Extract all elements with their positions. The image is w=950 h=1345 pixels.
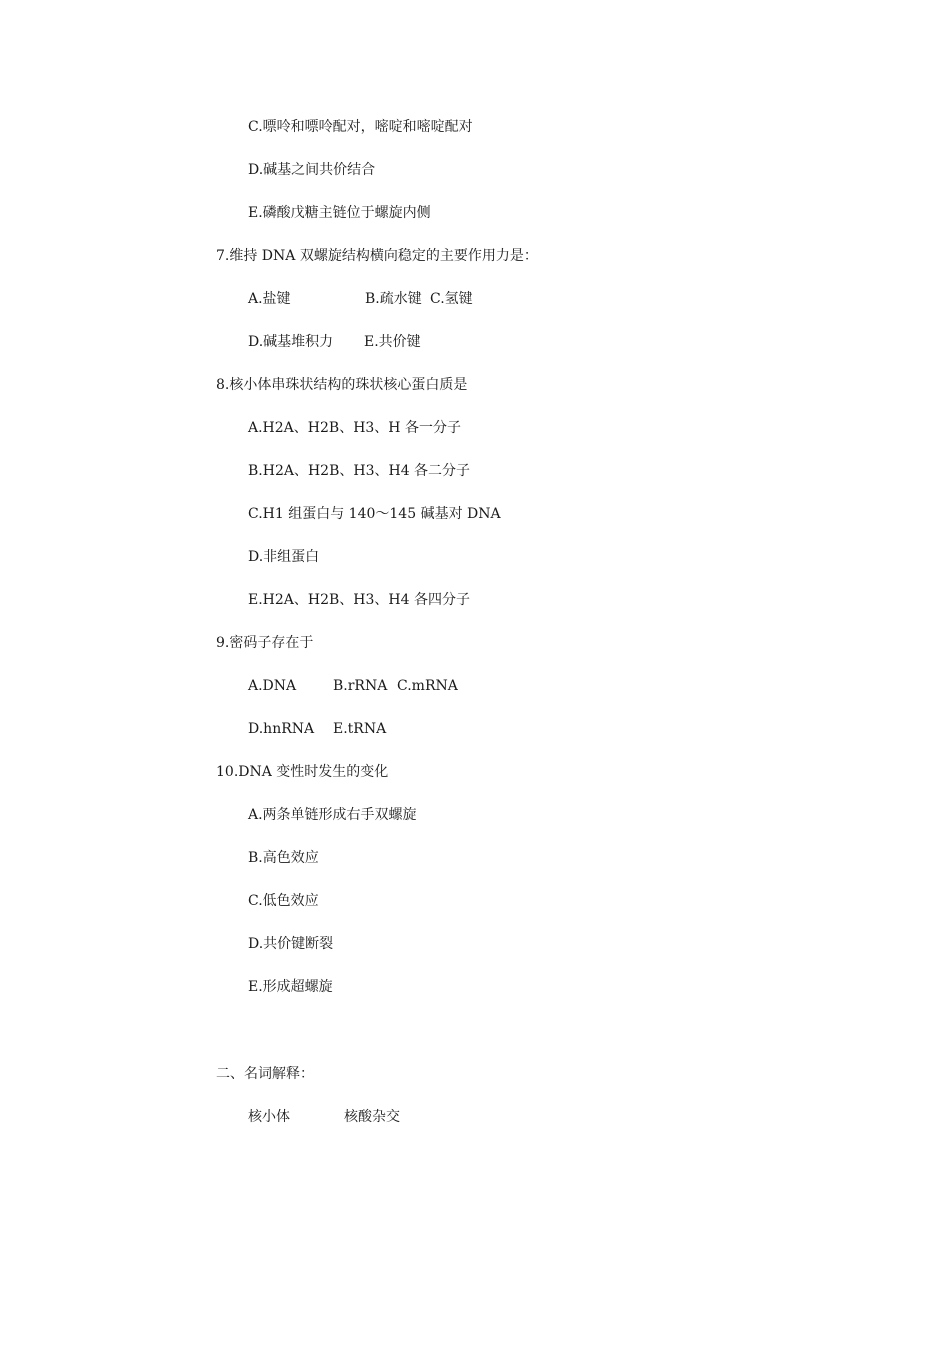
- q9-option-a: A.DNA: [248, 678, 297, 694]
- q9-option-e: E.tRNA: [333, 721, 387, 737]
- q10-option-b: B.高色效应: [248, 850, 319, 866]
- q6-option-c: C.嘌呤和嘌呤配对，嘧啶和嘧啶配对: [248, 119, 473, 135]
- q10-stem: 10.DNA 变性时发生的变化: [216, 764, 389, 780]
- q7-option-e: E.共价键: [364, 334, 421, 350]
- q10-option-c: C.低色效应: [248, 893, 319, 909]
- q10-option-d: D.共价键断裂: [248, 936, 334, 952]
- q9-option-b: B.rRNA: [333, 678, 388, 694]
- q8-option-c: C.H1 组蛋白与 140～145 碱基对 DNA: [248, 506, 501, 522]
- q6-option-e: E.磷酸戊糖主链位于螺旋内侧: [248, 205, 431, 221]
- q8-stem: 8.核小体串珠状结构的珠状核心蛋白质是: [216, 377, 468, 393]
- section2-heading: 二、名词解释：: [216, 1066, 314, 1082]
- q6-option-d: D.碱基之间共价结合: [248, 162, 376, 178]
- q7-option-a: A.盐键: [248, 291, 291, 307]
- q10-option-a: A.两条单链形成右手双螺旋: [248, 807, 417, 823]
- q8-option-b: B.H2A、H2B、H3、H4 各二分子: [248, 463, 471, 479]
- q8-option-a: A.H2A、H2B、H3、H 各一分子: [248, 420, 461, 436]
- q9-option-c: C.mRNA: [397, 678, 458, 694]
- term-nucleic-acid-hybridization: 核酸杂交: [344, 1109, 400, 1125]
- q8-option-d: D.非组蛋白: [248, 549, 320, 565]
- q7-option-c: C.氢键: [430, 291, 473, 307]
- q7-stem: 7.维持 DNA 双螺旋结构横向稳定的主要作用力是：: [216, 248, 538, 264]
- term-nucleosome: 核小体: [248, 1109, 290, 1125]
- q9-stem: 9.密码子存在于: [216, 635, 314, 651]
- q7-option-d: D.碱基堆积力: [248, 334, 334, 350]
- q9-option-d: D.hnRNA: [248, 721, 315, 737]
- q7-option-b: B.疏水键: [365, 291, 422, 307]
- q10-option-e: E.形成超螺旋: [248, 979, 333, 995]
- q8-option-e: E.H2A、H2B、H3、H4 各四分子: [248, 592, 470, 608]
